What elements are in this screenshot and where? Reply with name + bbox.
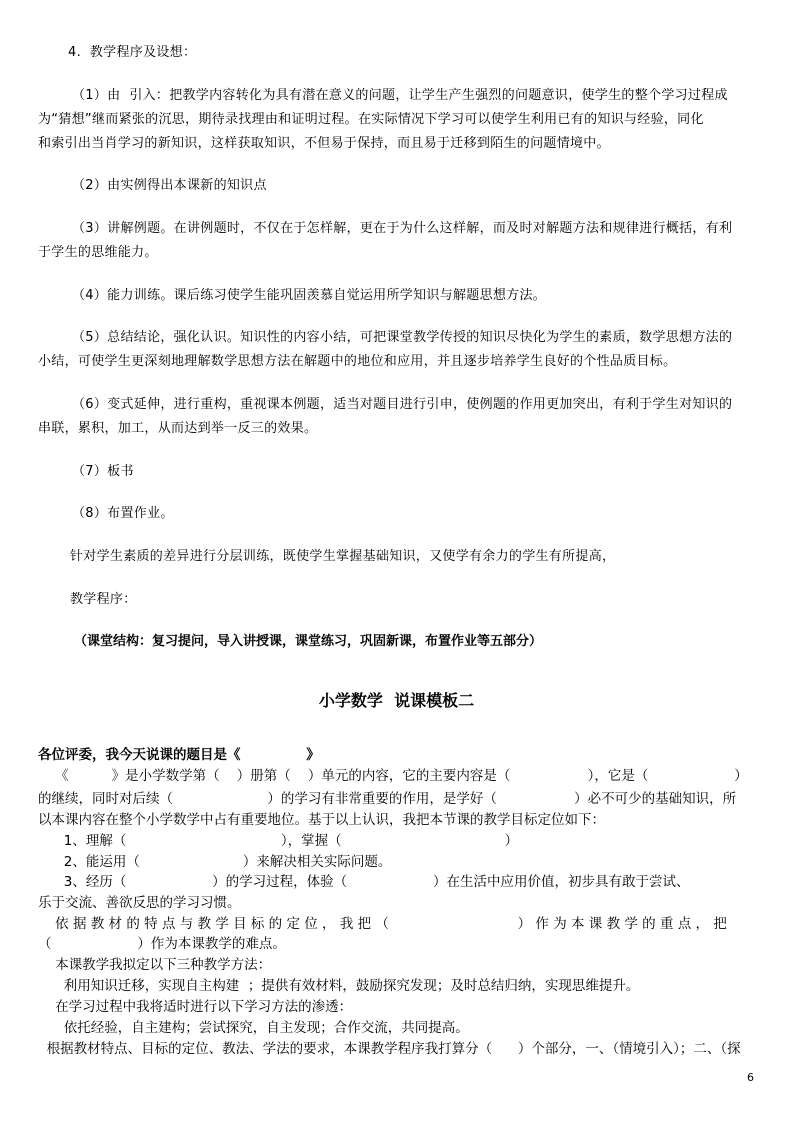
paragraph-line: 为“猜想”继而紧张的沉思，期待录找理由和证明过程。在实际情况下学习可以使学生利用已有的知识与经验，同化	[38, 112, 704, 127]
paragraph-line: （4）能力训练。课后练习使学生能巩固羡慕自觉运用所学知识与解题思想方法。	[72, 288, 547, 303]
page-number: 6	[747, 1071, 754, 1084]
paragraph-line: 和索引出当肖学习的新知识，这样获取知识，不但易于保持，而且易于迁移到陌生的问题情境中。	[38, 136, 610, 151]
paragraph-line: 针对学生素质的差异进行分层训练，既使学生掌握基础知识，又使学有余力的学生有所提高，	[70, 549, 616, 564]
paragraph-line: 于学生的思维能力。	[38, 245, 158, 260]
template-line: 3、经历（ ）的学习过程，体验（ ）在生活中应用价值，初步具有敢于尝试、	[38, 874, 690, 890]
template-line: 乐于交流、善欲反思的学习习惯。	[38, 895, 241, 911]
template-line: 根据教材特点、目标的定位、教法、学法的要求，本课教学程序我打算分（ ）个部分，一、（情境引入）；二、（探	[38, 1041, 741, 1057]
template-line: 2、能运用（ ）来解决相关实际问题。	[38, 854, 392, 870]
paragraph-line: 教学程序：	[70, 592, 137, 607]
paragraph-line: （6）变式延伸，进行重构，重视课本例题，适当对题目进行引申，使例题的作用更加突出，有利于学生对知识的	[72, 397, 733, 412]
paragraph-line: （3）讲解例题。在讲例题时，不仅在于怎样解，更在于为什么这样解，而及时对解题方法和规律进行概括，有利	[72, 221, 733, 236]
template-line: 的继续，同时对后续（ ）的学习有非常重要的作用，是学好（ ）必不可少的基础知识，所	[38, 791, 737, 807]
paragraph-line: （5）总结结论，强化认识。知识性的内容小结，可把课堂教学传授的知识尽快化为学生的素质，数学思想方法的	[72, 330, 733, 345]
template-line: 以本课内容在整个小学数学中占有重要地位。基于以上认识，我把本节课的教学目标定位如下：	[38, 812, 605, 828]
paragraph-line: 小结，可使学生更深刻地理解数学思想方法在解题中的地位和应用，并且逐步培养学生良好的个性品质目标。	[38, 354, 677, 369]
template-line: 《 》是小学数学第（ ）册第（ ）单元的内容，它的主要内容是（ ），它是（ ）	[38, 768, 748, 784]
opening-line: 各位评委，我今天说课的题目是《 》	[38, 747, 320, 763]
template-line: 依 据 教 材 的 特 点 与 教 学 目 标 的 定 位 ， 我 把 （ ） 作 为 本 课 教 学 的 重 点 ， 把	[38, 916, 727, 932]
template-line: （ ）作为本课教学的难点。	[38, 936, 286, 952]
paragraph-line: （2）由实例得出本课新的知识点	[72, 178, 267, 193]
template-line: 依托经验，自主建构；尝试探究，自主发现；合作交流，共同提高。	[38, 1020, 469, 1036]
class-structure-note: （课堂结构：复习提问，导入讲授课，课堂练习，巩固新课，布置作业等五部分）	[74, 634, 543, 649]
template-line: 利用知识迁移，实现自主构建 ；提供有效材料，鼓励探究发现；及时总结归纳，实现思维提升。	[38, 978, 640, 994]
page-title: 小学数学 说课模板二	[318, 691, 475, 710]
template-line: 本课教学我拟定以下三种教学方法：	[38, 957, 272, 973]
paragraph-line: （7）板书	[72, 464, 134, 479]
paragraph-line: 串联，累积，加工，从而达到举一反三的效果。	[38, 421, 318, 436]
template-line: 在学习过程中我将适时进行以下学习方法的渗透：	[38, 999, 353, 1015]
section-heading: 4. 教学程序及设想：	[68, 45, 197, 60]
template-line: 1、理解（ ），掌握（ ）	[38, 833, 519, 849]
paragraph-line: （8）布置作业。	[72, 506, 174, 521]
paragraph-line: （1）由 引入：把教学内容转化为具有潜在意义的问题，让学生产生强烈的问题意识，使学生的整个学习过程成	[72, 88, 728, 103]
